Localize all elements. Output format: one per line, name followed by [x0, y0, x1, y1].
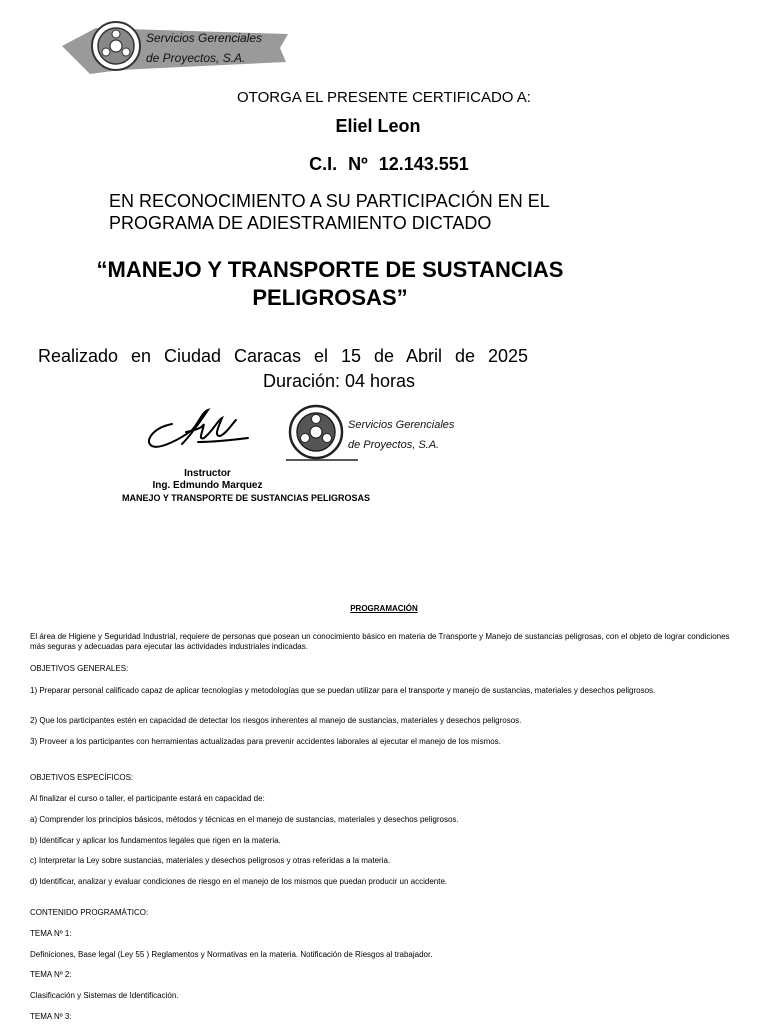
company-name-line1: Servicios Gerenciales — [146, 31, 263, 45]
instructor-label: Instructor — [184, 468, 231, 479]
recognition-line-2: PROGRAMA DE ADIESTRAMIENTO DICTADO — [109, 213, 492, 233]
certificate-grant-text: OTORGA EL PRESENTE CERTIFICADO A: — [237, 89, 531, 106]
course-title-line-1: “MANEJO Y TRANSPORTE DE SUSTANCIAS — [96, 257, 564, 282]
instructor-signature — [142, 402, 252, 458]
tema-2-label: TEMA Nº 2: — [30, 970, 72, 979]
objetivo-general-2: 2) Que los participantes estén en capacidad de detectar los riesgos inherentes al manejo de sustancias, materiales y desechos peligrosos. — [30, 716, 522, 725]
company-name-line1: Servicios Gerenciales — [348, 419, 455, 431]
tema-3-label: TEMA Nº 3: — [30, 1012, 72, 1021]
objetivo-especifico-a: a) Comprender los principios básicos, métodos y técnicas en el manejo de sustancias, materiales y desechos peligrosos. — [30, 815, 459, 824]
objetivos-especificos-label: OBJETIVOS ESPECÍFICOS: — [30, 773, 134, 782]
tema-2-text: Clasificación y Sistemas de Identificación. — [30, 991, 179, 1000]
course-title — [70, 256, 590, 312]
objetivo-especifico-b: b) Identificar y aplicar los fundamentos legales que rigen en la materia. — [30, 836, 281, 845]
signature-icon — [142, 402, 252, 458]
tema-1-label: TEMA Nº 1: — [30, 929, 72, 938]
objetivo-general-1: 1) Preparar personal calificado capaz de aplicar tecnologías y metodologías que se puedan utilizar para el transporte y manejo de sustancias, materiales y desechos peligrosos. — [30, 686, 656, 695]
recognition-line-1: EN RECONOCIMIENTO A SU PARTICIPACIÓN EN EL — [109, 191, 550, 211]
company-name-line2: de Proyectos, S.A. — [348, 439, 440, 451]
instructor-block — [100, 468, 315, 492]
contenido-programatico-label: CONTENIDO PROGRAMÁTICO: — [30, 908, 149, 917]
recognition-text — [109, 190, 550, 234]
programacion-intro: El área de Higiene y Seguridad Industrial, requiere de personas que posean un conocimiento básico en materia de Transporte y Manejo de sustancias peligrosas, con el objeto de lograr condiciones más seguras y adecuadas para ejecutar las actividades industriales indicadas. — [30, 632, 730, 651]
company-logo-icon — [280, 400, 460, 466]
course-title-line-2: PELIGROSAS” — [252, 285, 408, 310]
instructor-course: MANEJO Y TRANSPORTE DE SUSTANCIAS PELIGROSAS — [122, 493, 371, 503]
location-date-text: Realizado en Ciudad Caracas el 15 de Abril de 2025 — [38, 346, 528, 366]
objetivos-generales-label: OBJETIVOS GENERALES: — [30, 664, 129, 673]
tema-1-text: Definiciones, Base legal (Ley 55 ) Reglamentos y Normativas en la materia. Notificación de Riesgos al trabajador. — [30, 950, 433, 959]
company-logo-mid — [280, 400, 460, 466]
company-logo-top — [60, 18, 290, 80]
recipient-id: C.I. Nº 12.143.551 — [309, 154, 469, 174]
duration-text: Duración: 04 horas — [262, 371, 416, 391]
recipient-name: Eliel Leon — [335, 116, 421, 136]
objetivos-especificos-intro: Al finalizar el curso o taller, el participante estará en capacidad de: — [30, 794, 265, 803]
instructor-name: Ing. Edmundo Marquez — [152, 480, 263, 491]
company-name-line2: de Proyectos, S.A. — [146, 51, 246, 65]
objetivo-especifico-c: c) Interpretar la Ley sobre sustancias, materiales y desechos peligrosos y otras referidas a la materia. — [30, 856, 391, 865]
objetivo-general-3: 3) Proveer a los participantes con herramientas actualizadas para prevenir accidentes laborales al ejecutar el manejo de los mismos. — [30, 737, 501, 746]
programacion-title: PROGRAMACIÓN — [350, 604, 418, 613]
objetivo-especifico-d: d) Identificar, analizar y evaluar condiciones de riesgo en el manejo de los mismos que puedan producir un accidente. — [30, 877, 448, 886]
company-logo-icon — [60, 18, 290, 80]
